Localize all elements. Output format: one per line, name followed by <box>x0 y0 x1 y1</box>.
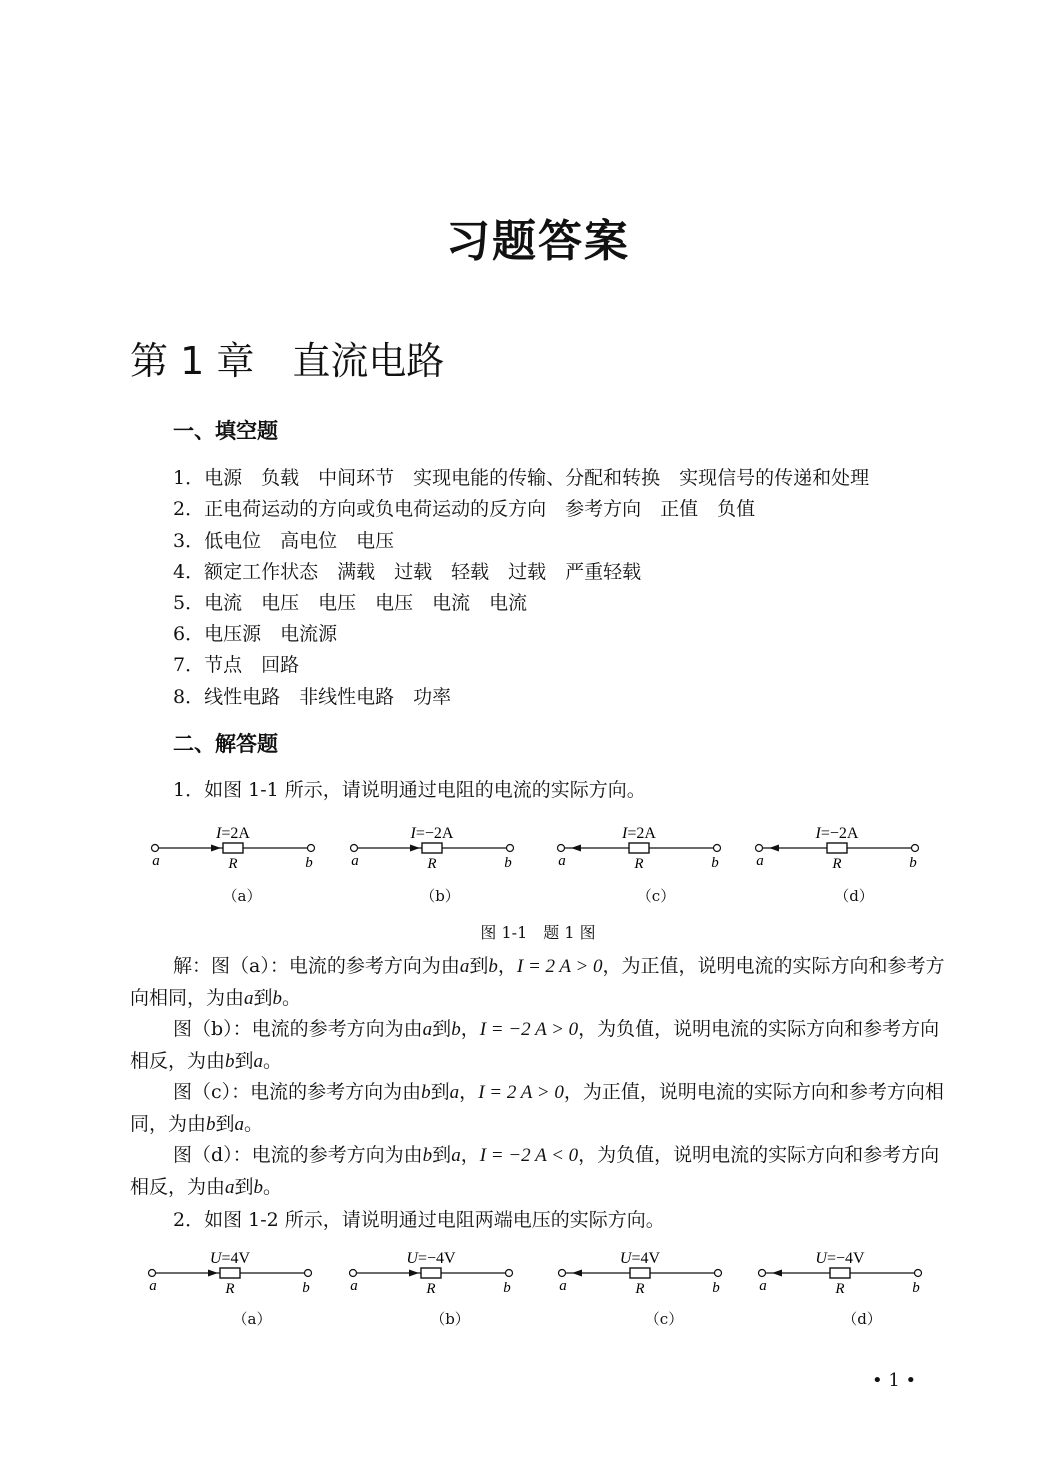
answer-a-lead: 解：图（a）：电流的参考方向为由 <box>173 955 460 977</box>
fig1-caption-c: （c） <box>636 887 676 905</box>
question-2: 2．如图 1-2 所示，请说明通过电阻两端电压的实际方向。 <box>173 1209 665 1231</box>
fig2-arrow-3 <box>772 1270 782 1277</box>
fig1-terminal-a-2 <box>558 845 565 852</box>
fig2-resistor-2 <box>630 1268 650 1278</box>
answer-c-to-word: 到 <box>430 1081 450 1103</box>
fig1-node-a-2: a <box>558 853 566 869</box>
answer-a-to: b <box>488 956 498 977</box>
fig1-node-b-1: b <box>504 855 512 871</box>
fig2-resistor-label-1: R <box>426 1281 436 1297</box>
fig2-arrow-0 <box>208 1270 218 1277</box>
answer-b-eq: I = −2 A > 0 <box>479 1019 579 1040</box>
fig2-resistor-0 <box>220 1268 240 1278</box>
fig1-node-b-2: b <box>711 855 719 871</box>
fig2-caption-b: （b） <box>430 1310 470 1328</box>
figure-1-1-caption: 图 1-1 题 1 图 <box>480 923 596 942</box>
fig1-arrow-2 <box>571 845 581 852</box>
fig1-terminal-b-3 <box>912 845 919 852</box>
question-1: 1．如图 1-1 所示，请说明通过电阻的电流的实际方向。 <box>173 779 646 801</box>
answer-a-rest: ，为正值，说明电流的实际方向和参考方向相同，为由 <box>130 955 945 1009</box>
fig2-resistor-label-0: R <box>225 1281 235 1297</box>
page-title: 习题答案 <box>446 216 630 267</box>
answer-d-from: b <box>422 1145 433 1166</box>
fig1-terminal-a-3 <box>756 845 763 852</box>
fig1-circuit-0 <box>152 825 315 872</box>
fig1-resistor-3 <box>827 843 847 853</box>
fig2-label-1: U=−4V <box>406 1250 456 1267</box>
answer-b-rest: ，为负值，说明电流的实际方向和参考方向相反，为由 <box>130 1018 940 1072</box>
fig2-node-b-1: b <box>503 1280 511 1296</box>
fig2-terminal-a-0 <box>149 1270 156 1277</box>
answer-b-to-word: 到 <box>432 1018 452 1040</box>
section-fill-in: 一、填空题 <box>173 419 278 443</box>
fig1-resistor-1 <box>422 843 442 853</box>
fig2-caption-a: （a） <box>232 1310 272 1328</box>
answer-a-eq: I = 2 A > 0 <box>516 956 603 977</box>
answer-d-to-word: 到 <box>432 1144 452 1166</box>
fig1-arrow-0 <box>211 845 221 852</box>
fig2-circuit-0 <box>149 1250 312 1297</box>
fig2-arrow-2 <box>572 1270 582 1277</box>
fig1-label-1: I=−2A <box>410 825 454 842</box>
fig2-node-a-1: a <box>350 1278 358 1294</box>
fig2-node-b-2: b <box>712 1280 720 1296</box>
fill-answer-5: 5．电流 电压 电压 电压 电流 电流 <box>173 592 528 614</box>
fig1-terminal-b-1 <box>507 845 514 852</box>
answer-c-from: b <box>421 1082 431 1103</box>
answer-a-to2: b <box>272 987 283 1009</box>
answer-a-to-word: 到 <box>469 955 489 977</box>
fig1-label-2: I=2A <box>622 825 656 842</box>
answer-d-lead: 图（d）：电流的参考方向为由 <box>173 1144 423 1166</box>
fig1-caption-d: （d） <box>834 887 874 905</box>
figure-1-1-circuits <box>0 815 1044 885</box>
page-number: • 1 • <box>872 1370 917 1391</box>
fill-answer-3: 3．低电位 高电位 电压 <box>173 530 395 552</box>
fig1-node-b-3: b <box>909 855 917 871</box>
answer-d-rest: ，为负值，说明电流的实际方向和参考方向相反，为由 <box>130 1144 940 1198</box>
fig1-terminal-b-2 <box>714 845 721 852</box>
fig1-terminal-b-0 <box>308 845 315 852</box>
fig2-caption-d: （d） <box>842 1310 882 1328</box>
answer-c-from2: b <box>206 1113 216 1135</box>
chapter-heading: 第 1 章 直流电路 <box>130 339 445 383</box>
fig2-terminal-b-3 <box>915 1270 922 1277</box>
fig1-resistor-label-1: R <box>427 856 437 872</box>
fig1-node-a-1: a <box>351 853 359 869</box>
fig2-terminal-b-2 <box>715 1270 722 1277</box>
answer-d: 图（d）：电流的参考方向为由b到a，I = −2 A < 0，为负值，说明电流的实际方向和参考方向相反，为由a到b。 <box>130 1144 940 1198</box>
section-answers: 二、解答题 <box>173 732 278 756</box>
fig1-resistor-label-2: R <box>634 856 644 872</box>
fill-answer-4: 4．额定工作状态 满载 过载 轻载 过载 严重轻载 <box>173 561 642 583</box>
answer-b-from2: b <box>225 1050 235 1072</box>
figure-1-2-circuits <box>0 1240 1044 1310</box>
fig2-resistor-label-3: R <box>835 1281 845 1297</box>
fig1-arrow-1 <box>410 845 420 852</box>
fig2-label-0: U=4V <box>209 1250 251 1267</box>
answer-a-from2: a <box>244 987 254 1009</box>
fill-answer-2: 2．正电荷运动的方向或负电荷运动的反方向 参考方向 正值 负值 <box>173 498 756 520</box>
answer-a: 解：图（a）：电流的参考方向为由a到b，I = 2 A > 0，为正值，说明电流的实际方向和参考方向相同，为由a到b。 <box>130 955 945 1009</box>
fig2-terminal-a-3 <box>759 1270 766 1277</box>
fig1-node-a-3: a <box>756 853 764 869</box>
fig2-arrow-1 <box>409 1270 419 1277</box>
fig2-caption-c: （c） <box>644 1310 684 1328</box>
answer-d-from2: a <box>225 1176 235 1198</box>
fig2-terminal-a-1 <box>350 1270 357 1277</box>
answer-b-to-word2: 到 <box>234 1049 254 1072</box>
fig1-circuit-3 <box>756 825 919 872</box>
answer-d-eq: I = −2 A < 0 <box>479 1145 579 1166</box>
answer-a-to-word2: 到 <box>253 986 273 1009</box>
fig2-resistor-1 <box>421 1268 441 1278</box>
answer-b: 图（b）：电流的参考方向为由a到b，I = −2 A > 0，为负值，说明电流的实际方向和参考方向相反，为由b到a。 <box>130 1018 940 1072</box>
answer-d-to: a <box>451 1145 461 1166</box>
answer-b-to2: a <box>253 1050 264 1072</box>
fig1-resistor-label-0: R <box>228 856 238 872</box>
answer-d-to-word2: 到 <box>234 1175 254 1198</box>
fig1-terminal-a-0 <box>152 845 159 852</box>
fig1-caption-a: （a） <box>222 887 262 905</box>
fig2-label-3: U=−4V <box>815 1250 865 1267</box>
fig2-circuit-3 <box>759 1250 922 1297</box>
answer-d-to2: b <box>253 1176 264 1198</box>
answer-b-from: a <box>422 1019 433 1040</box>
answer-b-lead: 图（b）：电流的参考方向为由 <box>173 1018 423 1040</box>
fig1-resistor-2 <box>629 843 649 853</box>
answer-c: 图（c）：电流的参考方向为由b到a，I = 2 A > 0，为正值，说明电流的实际方向和参考方向相同，为由b到a。 <box>130 1081 944 1135</box>
fig1-caption-b: （b） <box>420 887 460 905</box>
fill-answer-7: 7．节点 回路 <box>173 654 300 676</box>
fill-answer-8: 8．线性电路 非线性电路 功率 <box>173 686 452 708</box>
fig2-circuit-2 <box>559 1250 722 1297</box>
fig1-label-0: I=2A <box>216 825 250 842</box>
answer-c-eq: I = 2 A > 0 <box>478 1082 564 1103</box>
answer-c-to-word2: 到 <box>215 1112 235 1135</box>
fill-answer-6: 6．电压源 电流源 <box>173 623 338 645</box>
fig2-node-a-2: a <box>559 1278 567 1294</box>
fig2-label-2: U=4V <box>619 1250 661 1267</box>
answer-c-rest: ，为正值，说明电流的实际方向和参考方向相同，为由 <box>130 1081 944 1135</box>
fig1-terminal-a-1 <box>351 845 358 852</box>
fig1-node-b-0: b <box>305 855 313 871</box>
answer-c-to2: a <box>234 1113 245 1135</box>
answer-a-from: a <box>459 956 470 977</box>
fig1-circuit-1 <box>351 825 514 872</box>
fig1-label-3: I=−2A <box>815 825 859 842</box>
fig2-node-b-3: b <box>912 1280 920 1296</box>
fig2-node-a-0: a <box>149 1278 157 1294</box>
answer-b-to: b <box>451 1019 461 1040</box>
answer-c-lead: 图（c）：电流的参考方向为由 <box>173 1081 422 1103</box>
fig2-resistor-label-2: R <box>635 1281 645 1297</box>
fig2-terminal-a-2 <box>559 1270 566 1277</box>
fig1-resistor-0 <box>223 843 243 853</box>
fig2-terminal-b-0 <box>305 1270 312 1277</box>
fig2-node-b-0: b <box>302 1280 310 1296</box>
fig2-circuit-1 <box>350 1250 513 1297</box>
fig2-terminal-b-1 <box>506 1270 513 1277</box>
fig1-arrow-3 <box>769 845 779 852</box>
fig1-resistor-label-3: R <box>832 856 842 872</box>
fig2-resistor-3 <box>830 1268 850 1278</box>
fig1-node-a-0: a <box>152 853 160 869</box>
fig2-node-a-3: a <box>759 1278 767 1294</box>
fill-answer-1: 1．电源 负载 中间环节 实现电能的传输、分配和转换 实现信号的传递和处理 <box>173 467 870 489</box>
fig1-circuit-2 <box>558 825 721 872</box>
answer-c-to: a <box>449 1082 460 1103</box>
